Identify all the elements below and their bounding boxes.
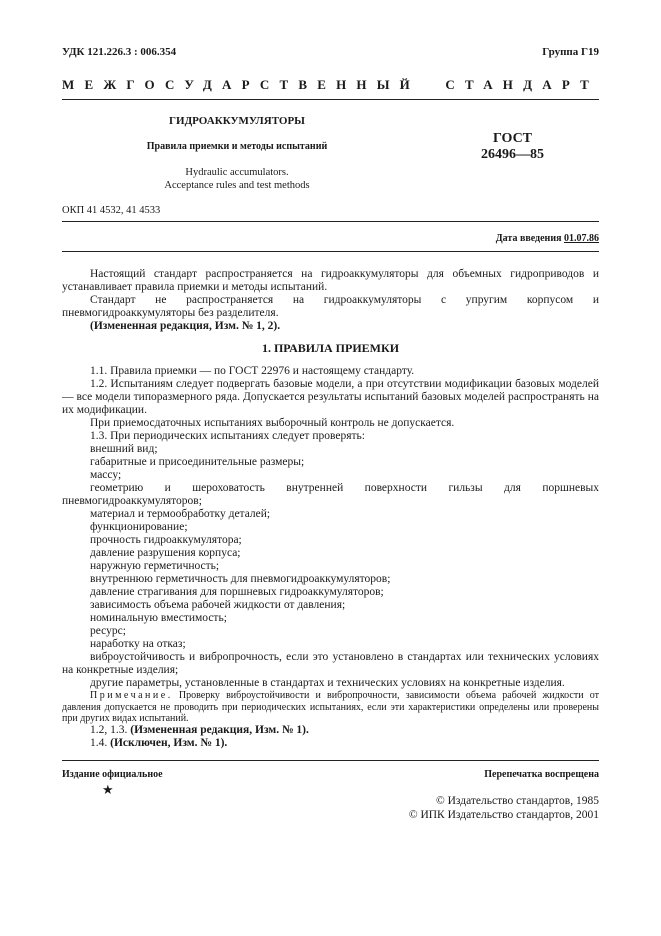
preamble-paragraph-1: Настоящий стандарт распространяется на гидроаккумуляторы для объемных гидроприводов и устанавливает правила приемки и методы испытаний. [62, 268, 599, 293]
interstate-standard-heading: МЕЖГОСУДАРСТВЕННЫЙ СТАНДАРТ [62, 77, 599, 92]
official-edition-label: Издание официальное [62, 769, 163, 780]
list-item: прочность гидроаккумулятора; [90, 534, 242, 546]
revision-note [90, 724, 309, 737]
title-ru: ГИДРОАККУМУЛЯТОРЫ [169, 115, 305, 127]
list-item: зависимость объема рабочей жидкости от давления; [90, 599, 346, 611]
exclusion-note [90, 737, 227, 750]
preamble-revision: (Измененная редакция, Изм. № 1, 2). [90, 320, 281, 332]
title-en: Hydraulic accumulators. [185, 167, 289, 178]
list-item: внутреннюю герметичность для пневмогидроаккумуляторов; [90, 573, 391, 585]
list-item: габаритные и присоединительные размеры; [90, 456, 305, 468]
intro-date [496, 233, 599, 244]
reprint-prohibited-label: Перепечатка воспрещена [484, 769, 599, 780]
list-item: наружную герметичность; [90, 560, 220, 572]
exclusion-prefix: 1.4. [90, 737, 111, 749]
gost-number-block [440, 131, 585, 163]
clause-1-3: 1.3. При периодических испытаниях следует проверять: [90, 430, 365, 442]
subtitle-en: Acceptance rules and test methods [164, 180, 310, 191]
note-paragraph [62, 690, 599, 725]
list-item: наработку на отказ; [90, 638, 186, 650]
top-divider [62, 99, 599, 100]
note-text: Проверку виброустойчивости и вибропрочности, зависимости объема рабочей жидкости от давления допускается не проводить при периодических испытаниях, если эти характеристики определены или проверены при других видах испытаний. [62, 690, 599, 724]
footer-divider [62, 760, 599, 761]
title-divider [62, 221, 599, 222]
clause-1-2-note: При приемосдаточных испытаниях выборочный контроль не допускается. [90, 417, 455, 429]
group-code: Группа Г19 [542, 46, 599, 58]
clause-1-1: 1.1. Правила приемки — по ГОСТ 22976 и настоящему стандарту. [90, 365, 415, 377]
list-item: другие параметры, установленные в стандартах и технических условиях на конкретные изделия. [90, 677, 565, 689]
okp-code: ОКП 41 4532, 41 4533 [62, 205, 161, 216]
list-item: давление страгивания для поршневых гидроаккумуляторов; [90, 586, 384, 598]
list-item: ресурс; [90, 625, 126, 637]
list-item: внешний вид; [90, 443, 158, 455]
intro-divider [62, 251, 599, 252]
intro-date-value: 01.07.86 [564, 233, 599, 244]
clause-1-2: 1.2. Испытаниям следует подвергать базовые модели, а при отсутствии модификации базовых моделей — все модели типоразмерного ряда. Допускается результаты испытаний базовых моделей распространять на их модификации. [62, 378, 599, 416]
note-label: Примечание. [90, 690, 173, 701]
list-item: давление разрушения корпуса; [90, 547, 241, 559]
intro-date-label: Дата введения [495, 233, 564, 244]
list-item: массу; [90, 469, 122, 481]
exclusion-text: (Исключен, Изм. № 1). [110, 737, 228, 749]
copyright-1985: © Издательство стандартов, 1985 [435, 795, 599, 807]
revision-prefix: 1.2, 1.3. [90, 724, 131, 736]
list-item: материал и термообработку деталей; [90, 508, 271, 520]
star-icon: ★ [102, 782, 114, 797]
revision-text: (Измененная редакция, Изм. № 1). [130, 724, 309, 736]
udk-code: УДК 121.226.3 : 006.354 [62, 46, 177, 58]
subtitle-ru: Правила приемки и методы испытаний [146, 141, 328, 152]
gost-number: 26496—85 [481, 147, 544, 162]
preamble-paragraph-2: Стандарт не распространяется на гидроаккумуляторы с упругим корпусом и пневмогидроаккумуляторы без разделителя. [62, 294, 599, 319]
list-item: виброустойчивость и вибропрочность, если это установлено в стандартах или технических условиях на конкретные изделия; [62, 651, 599, 676]
gost-label: ГОСТ [492, 131, 533, 146]
copyright-2001: © ИПК Издательство стандартов, 2001 [408, 809, 599, 821]
list-item: геометрию и шероховатость внутренней поверхности гильзы для поршневых пневмогидроаккумуляторов; [62, 482, 599, 507]
section-1-title: 1. ПРАВИЛА ПРИЕМКИ [261, 341, 400, 355]
list-item: номинальную вместимость; [90, 612, 227, 624]
list-item: функционирование; [90, 521, 188, 533]
